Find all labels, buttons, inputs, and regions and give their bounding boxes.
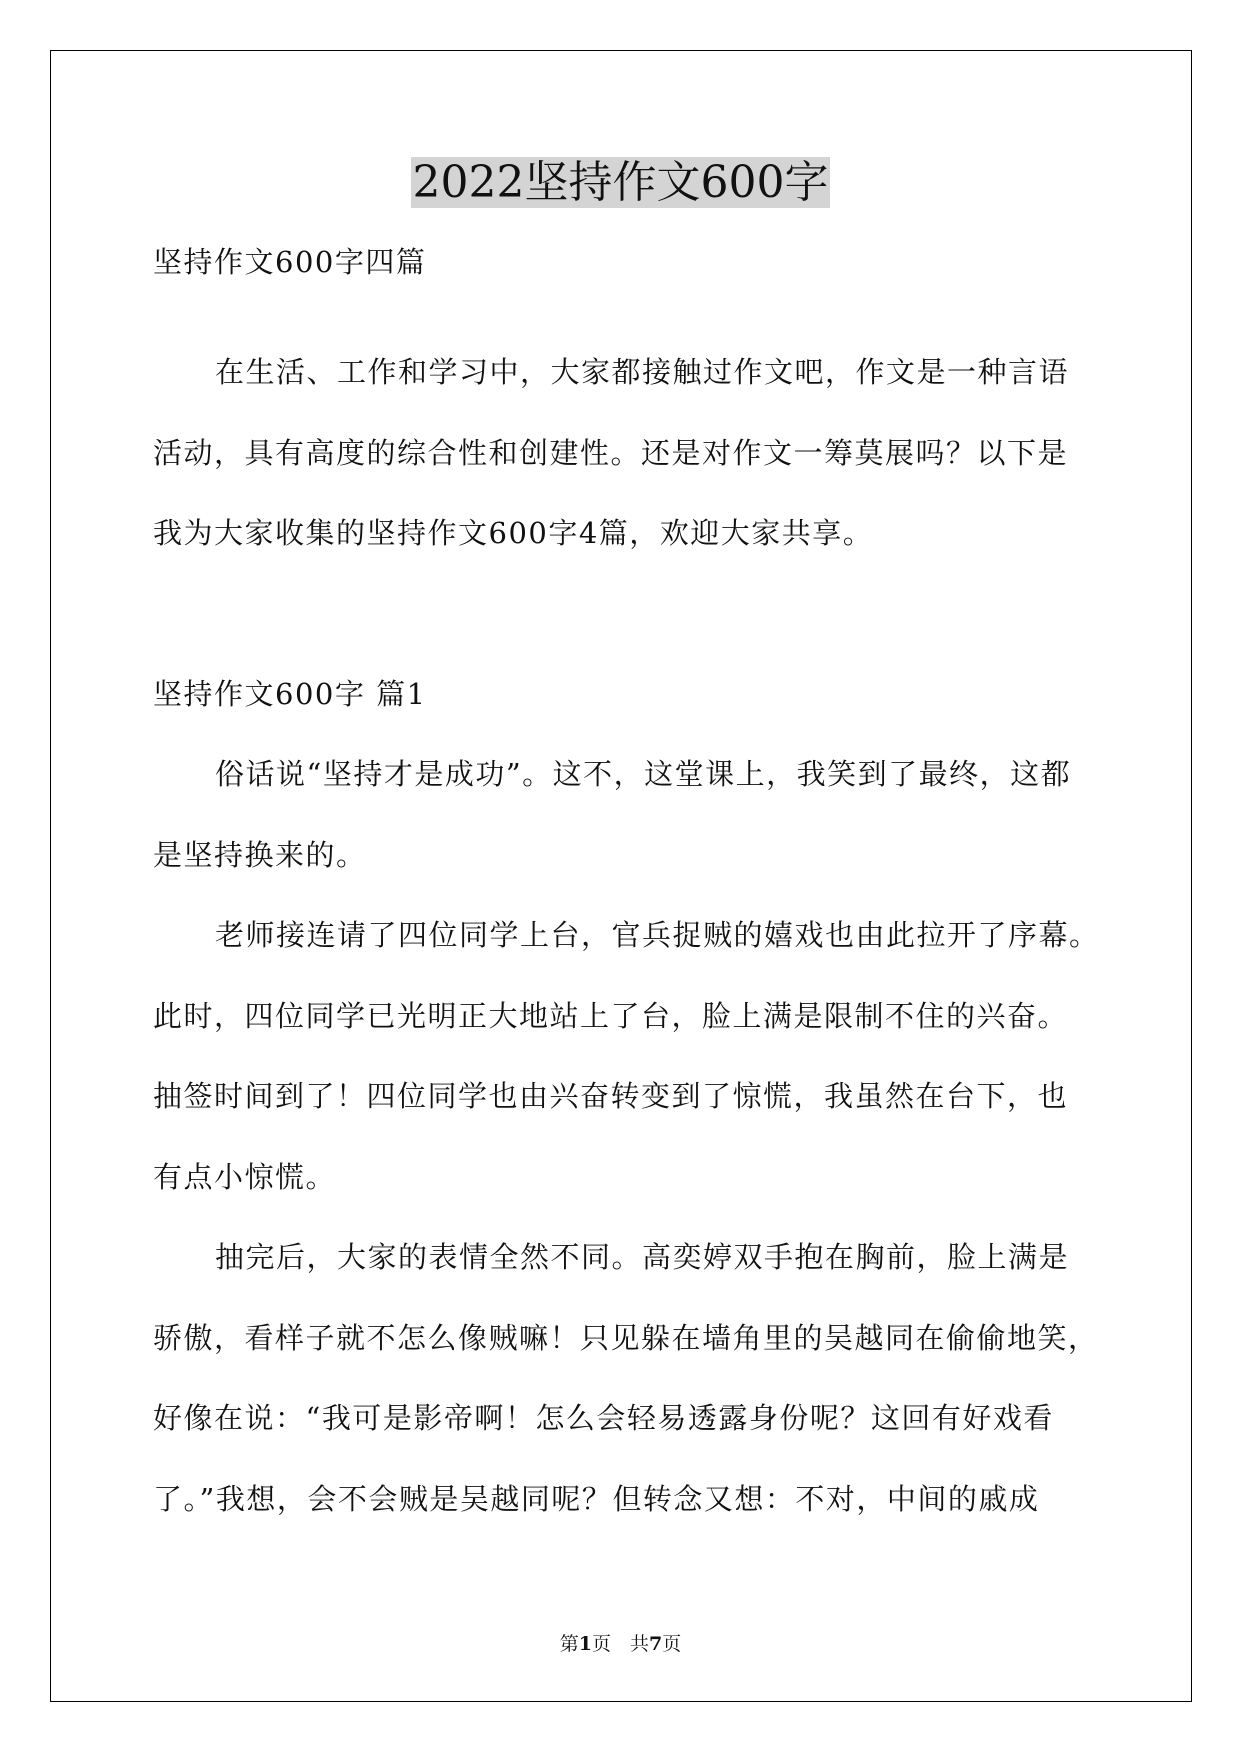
footer-prefix: 第 xyxy=(559,1633,579,1655)
page-footer xyxy=(0,1632,1241,1656)
body-line: 有点小惊慌。 xyxy=(153,1160,337,1194)
body-line: 骄傲，看样子就不怎么像贼嘛！只见躲在墙角里的吴越同在偷偷地笑， xyxy=(153,1321,1099,1355)
body-line: 抽完后，大家的表情全然不同。高奕婷双手抱在胸前，脸上满是 xyxy=(215,1240,1070,1274)
body-line: 此时，四位同学已光明正大地站上了台，脸上满是限制不住的兴奋。 xyxy=(153,999,1069,1033)
body-line: 俗话说“坚持才是成功”。这不，这堂课上，我笑到了最终，这都 xyxy=(215,757,1072,791)
footer-mid: 页 共 xyxy=(591,1633,649,1655)
document-title-text: 2022坚持作文600字 xyxy=(412,157,829,208)
page-border xyxy=(50,50,1192,1702)
intro-line: 我为大家收集的坚持作文600字4篇，欢迎大家共享。 xyxy=(153,516,874,550)
current-page-number: 1 xyxy=(578,1633,592,1655)
document-title xyxy=(0,155,1241,211)
intro-line: 在生活、工作和学习中，大家都接触过作文吧，作文是一种言语 xyxy=(215,355,1070,389)
body-line: 了。”我想，会不会贼是吴越同呢？但转念又想：不对，中间的戚成 xyxy=(153,1482,1040,1516)
body-line: 是坚持换来的。 xyxy=(153,838,367,872)
total-page-number: 7 xyxy=(649,1633,663,1655)
footer-suffix: 页 xyxy=(662,1633,682,1655)
section-heading: 坚持作文600字 篇1 xyxy=(153,677,427,711)
body-line: 抽签时间到了！四位同学也由兴奋转变到了惊慌，我虽然在台下，也 xyxy=(153,1079,1069,1113)
document-subtitle: 坚持作文600字四篇 xyxy=(153,245,427,279)
body-line: 老师接连请了四位同学上台，官兵捉贼的嬉戏也由此拉开了序幕。 xyxy=(215,918,1100,952)
intro-line: 活动，具有高度的综合性和创建性。还是对作文一筹莫展吗？以下是 xyxy=(153,436,1069,470)
body-line: 好像在说：“我可是影帝啊！怎么会轻易透露身份呢？这回有好戏看 xyxy=(153,1401,1054,1435)
